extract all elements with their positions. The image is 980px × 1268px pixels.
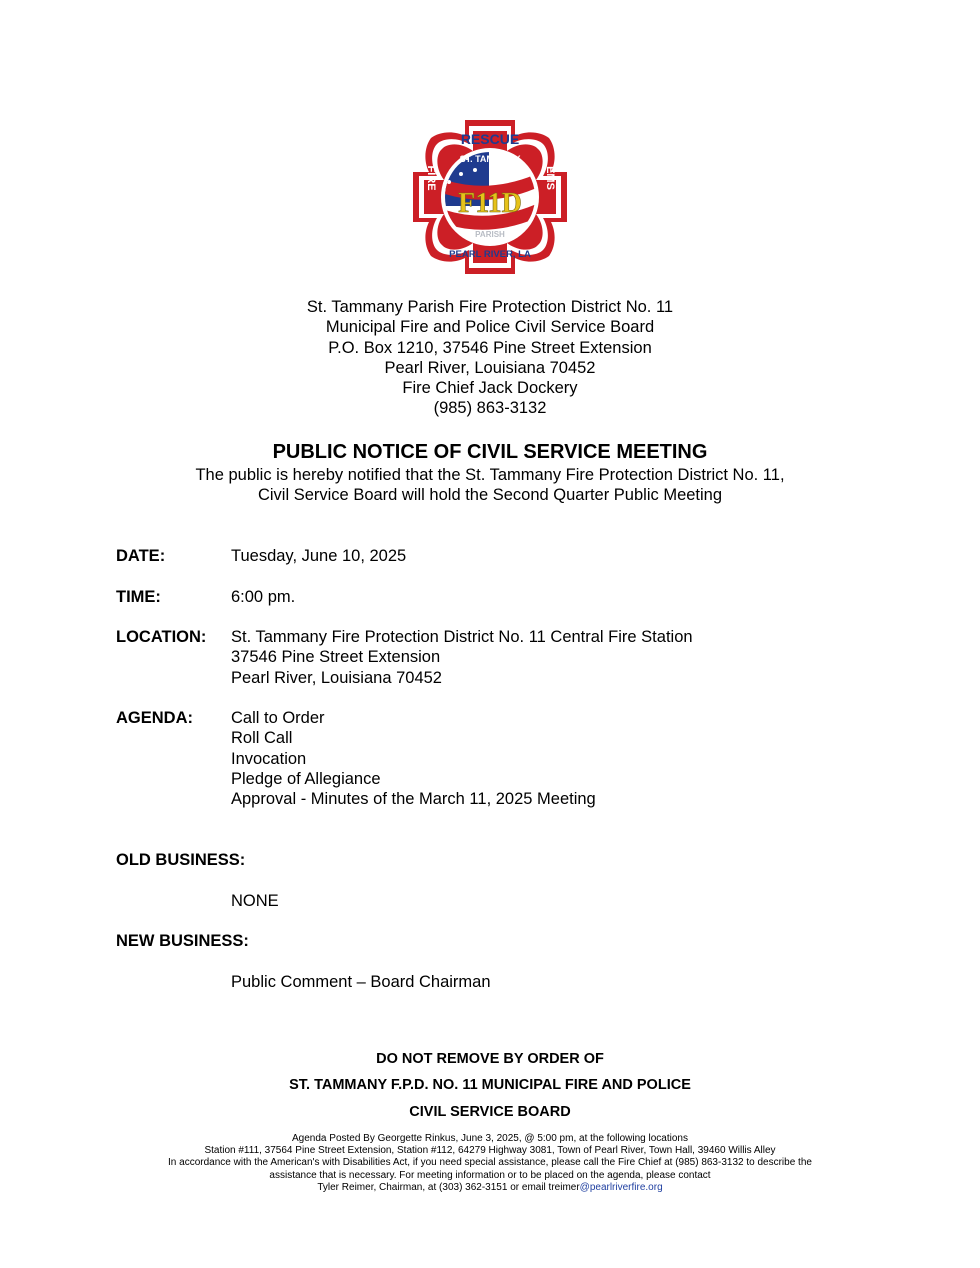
agenda-item: Pledge of Allegiance	[231, 769, 381, 788]
fine-line: Station #111, 37564 Pine Street Extension, Station #112, 64279 Highway 3081, Town of Pearl River, Town Hall, 39460 Willis Alley	[204, 1145, 776, 1157]
district-header	[0, 297, 980, 419]
location-value	[231, 627, 693, 688]
location-line: 37546 Pine Street Extension	[231, 648, 441, 667]
fine-line: assistance that is necessary. For meeting information or to be placed on the agenda, please contact	[269, 1169, 711, 1181]
new-business-label: NEW BUSINESS:	[116, 932, 249, 950]
logo-top-text: RESCUE	[460, 131, 520, 147]
contact-text: Tyler Reimer, Chairman, at (303) 362-3151 or email treimer	[317, 1181, 580, 1193]
agenda-item: Roll Call	[231, 729, 293, 748]
time-value: 6:00 pm.	[231, 588, 296, 606]
agenda-list	[231, 708, 596, 809]
location-line: Pearl River, Louisiana 70452	[231, 668, 442, 687]
header-line: (985) 863-3132	[433, 399, 547, 418]
header-line: Municipal Fire and Police Civil Service Board	[325, 318, 655, 337]
location-line: St. Tammany Fire Protection District No. 11 Central Fire Station	[231, 628, 693, 646]
location-label: LOCATION:	[116, 628, 207, 646]
date-value: Tuesday, June 10, 2025	[231, 547, 407, 565]
fine-line: Agenda Posted By Georgette Rinkus, June 3, 2025, @ 5:00 pm, at the following locations	[292, 1133, 688, 1144]
order-line: CIVIL SERVICE BOARD	[409, 1104, 571, 1120]
agenda-item: Invocation	[231, 749, 307, 768]
header-line: P.O. Box 1210, 37546 Pine Street Extension	[328, 338, 652, 357]
logo-lower-text: PARISH	[475, 230, 505, 239]
fire-district-logo	[409, 116, 571, 278]
agenda-item: Approval - Minutes of the March 11, 2025 Meeting	[231, 790, 596, 809]
logo-left-text: FIRE	[425, 165, 437, 191]
old-business-value: NONE	[231, 892, 279, 910]
header-line: Pearl River, Louisiana 70452	[384, 358, 596, 377]
logo-center-text: F11D	[458, 188, 522, 219]
logo-bottom-text: PEARL RIVER, LA	[449, 249, 531, 260]
date-label: DATE:	[116, 547, 166, 565]
logo-right-text: EMS	[544, 166, 556, 190]
notice-title: PUBLIC NOTICE OF CIVIL SERVICE MEETING	[272, 441, 708, 463]
intro-line: The public is hereby notified that the St. Tammany Fire Protection District No. 11,	[195, 466, 785, 484]
agenda-label: AGENDA:	[116, 709, 193, 727]
logo-ring-text: ST. TAMMANY	[459, 154, 521, 164]
header-line: Fire Chief Jack Dockery	[402, 379, 578, 398]
intro-line: Civil Service Board will hold the Second Quarter Public Meeting	[257, 486, 723, 505]
old-business-label: OLD BUSINESS:	[116, 851, 246, 869]
notice-intro	[0, 465, 980, 506]
header-line: St. Tammany Parish Fire Protection District No. 11	[306, 298, 674, 316]
posting-details	[0, 1133, 980, 1194]
fine-line: In accordance with the American's with Disabilities Act, if you need special assistance, please call the Fire Chief at (985) 863-3132 to describe the	[168, 1157, 812, 1169]
time-label: TIME:	[116, 588, 161, 606]
contact-line	[0, 1182, 980, 1194]
agenda-item: Call to Order	[231, 709, 325, 727]
new-business-value: Public Comment – Board Chairman	[231, 973, 491, 991]
order-line: DO NOT REMOVE BY ORDER OF	[376, 1051, 604, 1067]
email-link[interactable]: @pearlriverfire.org	[579, 1181, 663, 1193]
order-line: ST. TAMMANY F.P.D. NO. 11 MUNICIPAL FIRE AND POLICE	[289, 1077, 691, 1093]
